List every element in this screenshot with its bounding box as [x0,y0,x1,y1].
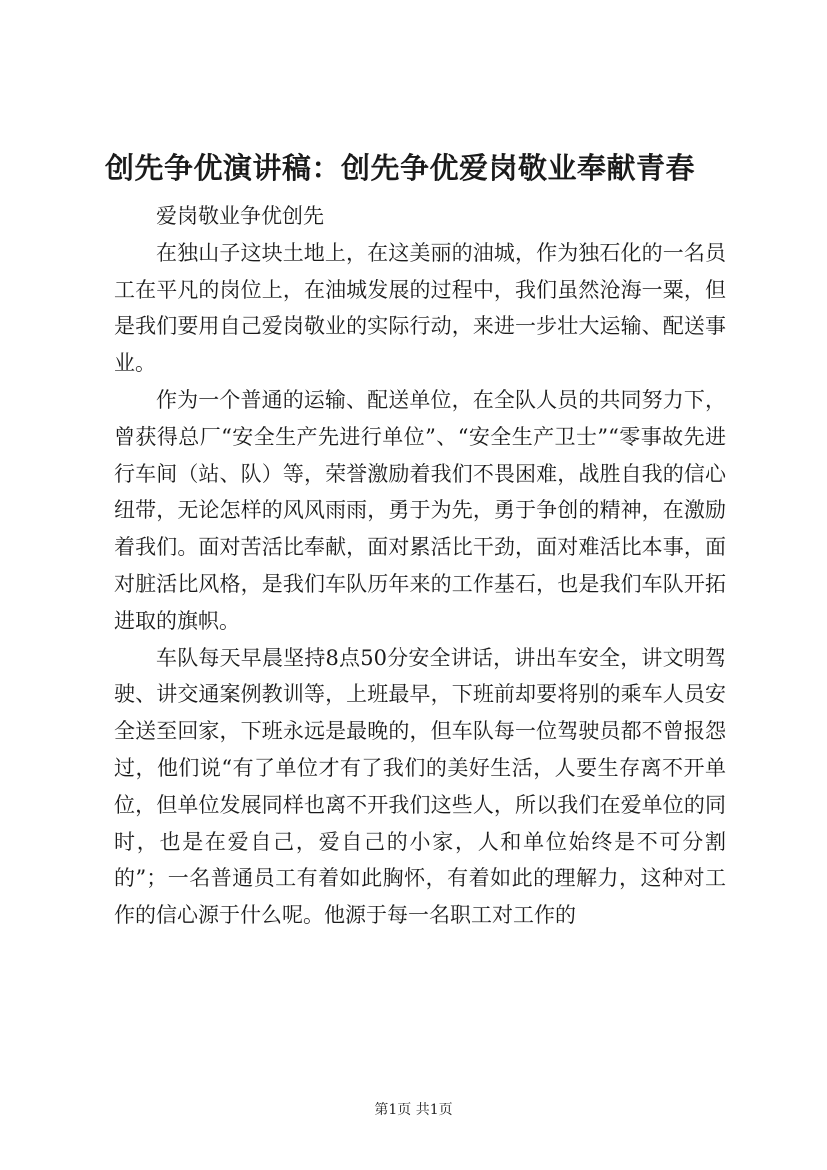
paragraph-1: 在独山子这块土地上，在这美丽的油城，作为独石化的一名员工在平凡的岗位上，在油城发展的过程中，我们虽然沧海一粟，但是我们要用自己爱岗敬业的实际行动，来进一步壮大运输、配送事业。 [114,240,726,376]
paragraph-subtitle: 爱岗敬业争优创先 [156,204,324,228]
page-footer: 第1页 共1页 [374,1102,453,1118]
paragraph-2: 作为一个普通的运输、配送单位，在全队人员的共同努力下，曾获得总厂“安全生产先进行单位”、“安全生产卫士”“零事故先进行车间（站、队）等，荣誉激励着我们不畏困难，战胜自我的信心纽带，无论怎样的风风雨雨，勇于为先，勇于争创的精神，在激励着我们。面对苦活比奉献，面对累活比干劲，面对难活比本事，面对脏活比风格，是我们车队历年来的工作基石，也是我们车队开拓进取的旗帜。 [114,387,726,633]
paragraph-3: 车队每天早晨坚持8点50分安全讲话，讲出车安全，讲文明驾驶、讲交通案例教训等，上班最早，下班前却要将别的乘车人员安全送至回家，下班永远是最晚的，但车队每一位驾驶员都不曾报怨过，他们说“有了单位才有了我们的美好生活，人要生存离不开单位，但单位发展同样也离不开我们这些人，所以我们在爱单位的同时，也是在爱自己，爱自己的小家，人和单位始终是不可分割的”；一名普通员工有着如此胸怀，有着如此的理解力，这种对工作的信心源于什么呢。他源于每一名职工对工作的 [114,645,726,928]
document-title: 创先争优演讲稿：创先争优爱岗敬业奉献青春 [105,151,696,185]
document-body [114,198,726,934]
